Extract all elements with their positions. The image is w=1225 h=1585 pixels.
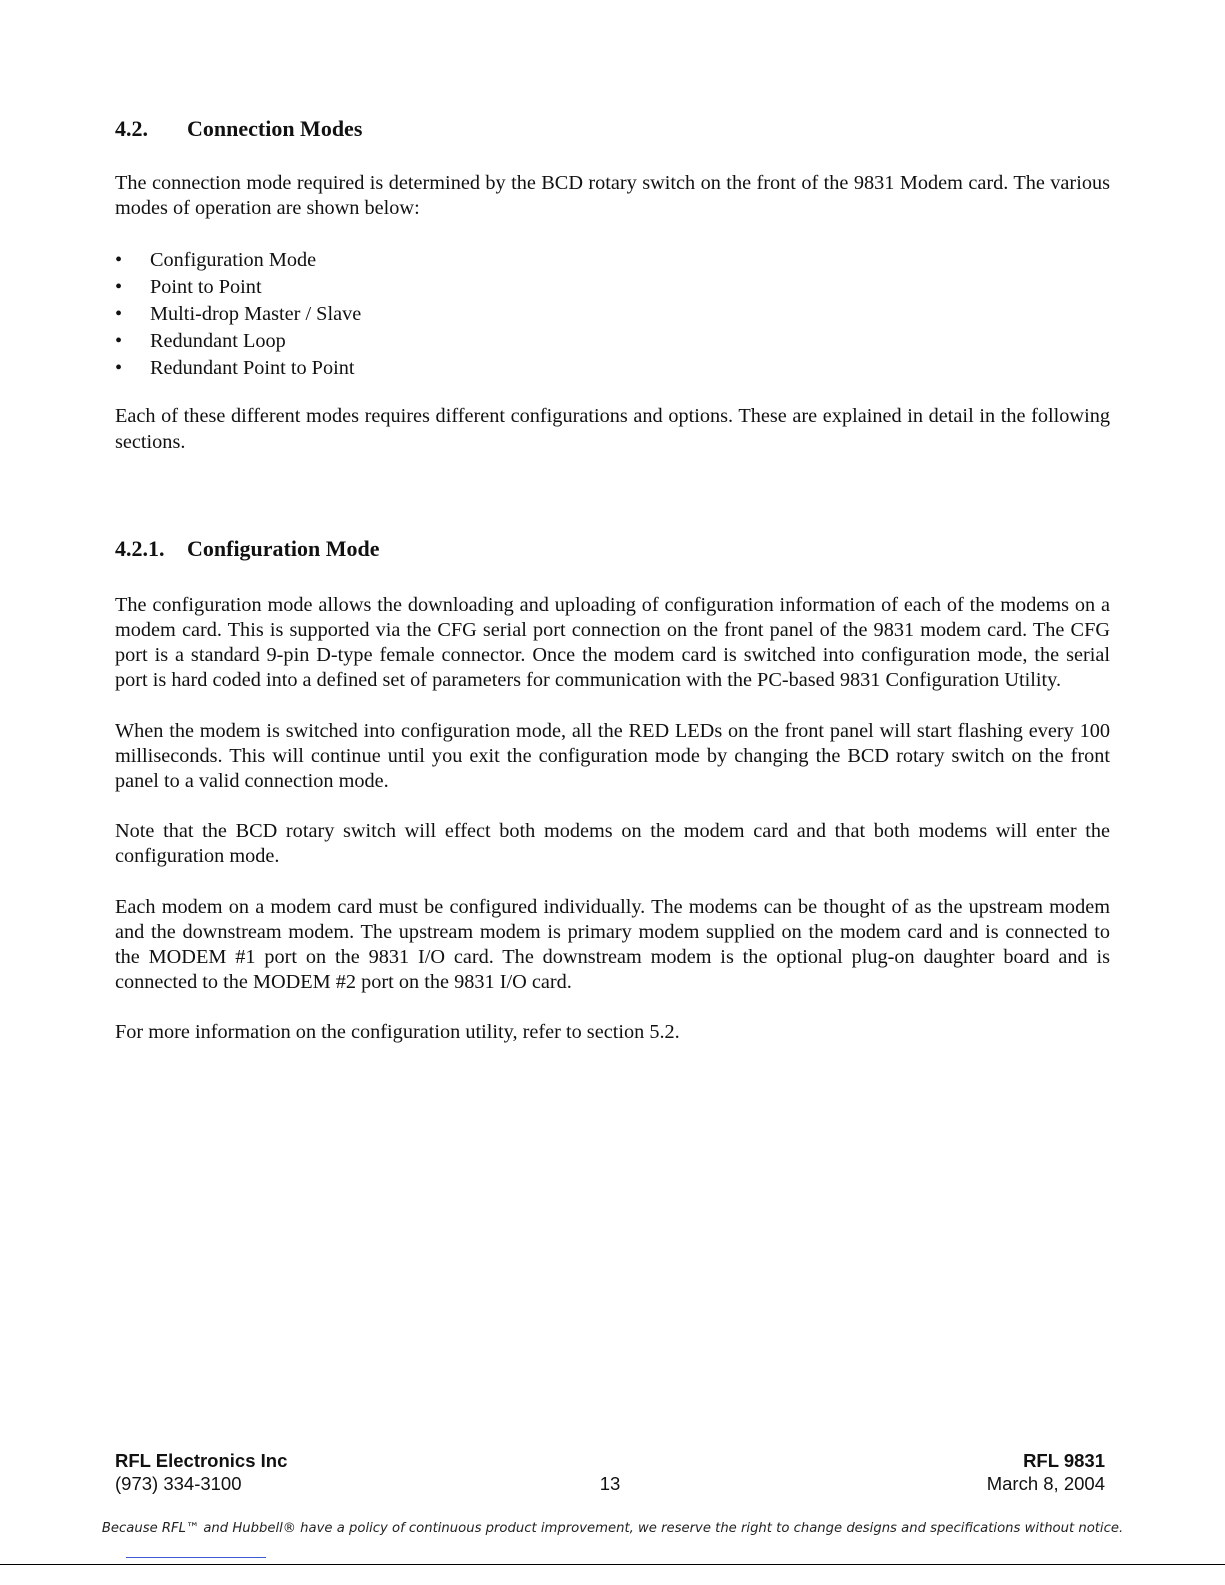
footer-date: March 8, 2004 [986,1473,1105,1494]
disclaimer-text: Because RFL™ and Hubbell® have a policy of continuous product improvement, we reserve the right to change designs and specifications without notice. [101,1521,1124,1536]
bullet-icon: • [115,356,123,379]
modes-closing-paragraph: Each of these different modes requires different configurations and options. These are explained in detail in the following sections. [115,405,1110,453]
footer-phone: (973) 334-3100 [115,1473,242,1494]
page-footer [115,1449,1105,1495]
bullet-icon: • [115,329,123,352]
bullet-icon: • [115,249,123,272]
body-paragraph: When the modem is switched into configuration mode, all the RED LEDs on the front panel will start flashing every 100 milliseconds. This will continue until you exit the configuration mode by changing the BCD rotary switch on the front panel to a valid connection mode. [115,719,1110,793]
section-heading-4-2 [115,114,1110,144]
list-item-label: Configuration Mode [150,249,317,272]
page-body [115,114,1110,1046]
connection-modes-list [115,247,1110,381]
section-number: 4.2. [115,116,148,141]
list-item [115,274,1110,301]
intro-paragraph: The connection mode required is determined by the BCD rotary switch on the front of the 9831 Modem card. The various modes of operation are shown below: [115,172,1110,220]
list-item-label: Redundant Loop [150,329,286,352]
link-underline [126,1557,266,1558]
section-title: Connection Modes [187,116,363,141]
list-item-label: Redundant Point to Point [150,356,355,379]
bullet-icon: • [115,276,123,299]
section-heading-4-2-1 [115,534,1110,564]
list-item [115,355,1110,382]
bullet-icon: • [115,303,123,325]
footer-product: RFL 9831 [1023,1450,1105,1471]
body-paragraph: The configuration mode allows the downloading and uploading of configuration information of each of the modems on a modem card. This is supported via the CFG serial port connection on the front panel of the 9831 modem card. The CFG port is a standard 9-pin D-type female connector. Once the modem card is switched into configuration mode, the serial port is hard coded into a defined set of parameters for communication with the PC-based 9831 Configuration Utility. [115,593,1110,692]
list-item-label: Multi-drop Master / Slave [150,303,362,325]
page-number: 13 [599,1473,621,1494]
body-paragraph: Each modem on a modem card must be configured individually. The modems can be thought of as the upstream modem and the downstream modem. The upstream modem is primary modem supplied on the modem card and is connected to the MODEM #1 port on the 9831 I/O card. The downstream modem is the optional plug-on daughter board and is connected to the MODEM #2 port on the 9831 I/O card. [115,895,1110,994]
list-item [115,247,1110,274]
bottom-divider [0,1564,1225,1565]
body-paragraph: For more information on the configuration utility, refer to section 5.2. [115,1021,680,1044]
body-paragraph: Note that the BCD rotary switch will effect both modems on the modem card and that both modems will enter the configuration mode. [115,820,1110,868]
list-item-label: Point to Point [150,276,262,299]
section-number: 4.2.1. [115,535,165,561]
section-title: Configuration Mode [187,535,380,561]
list-item [115,301,1110,328]
list-item [115,328,1110,355]
footer-company: RFL Electronics Inc [115,1450,288,1471]
